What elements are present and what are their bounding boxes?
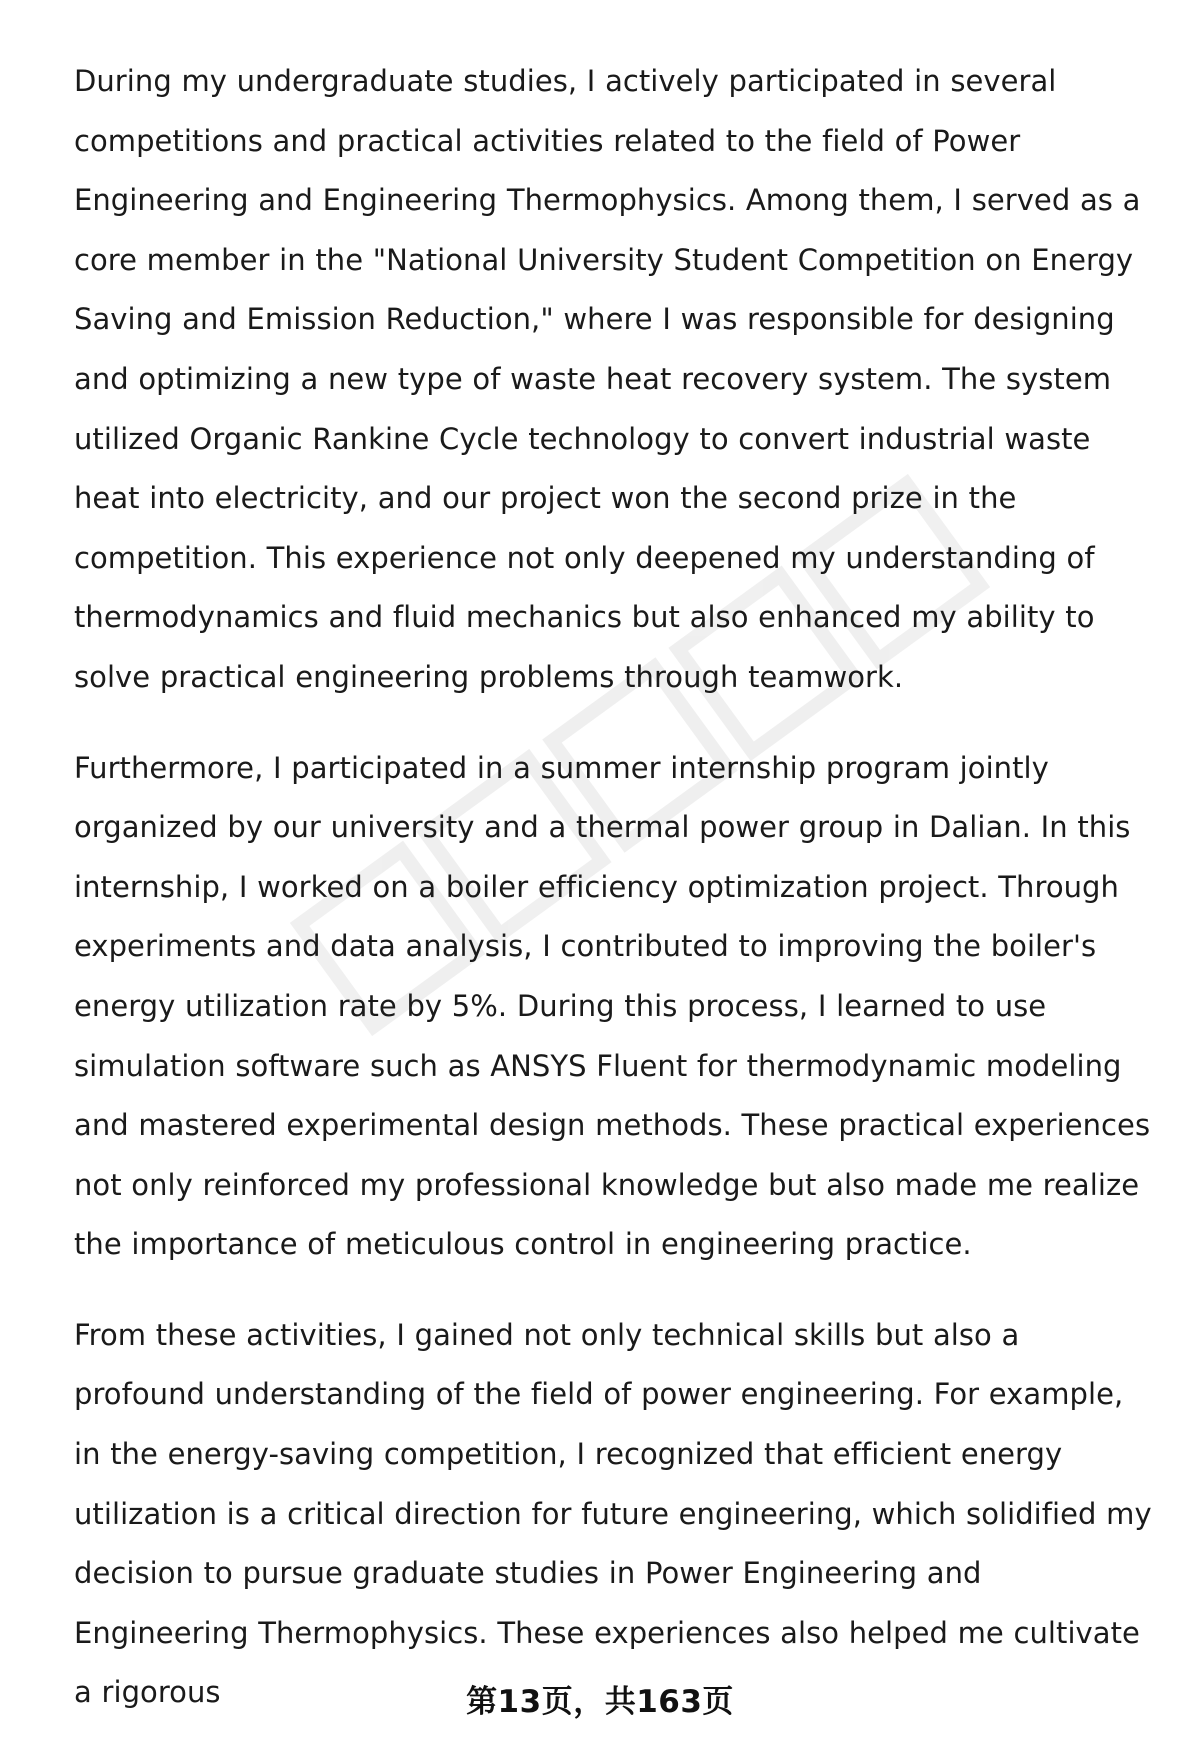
body-paragraph: From these activities, I gained not only technical skills but also a profound understanding of the field of power engineering. For example, in the energy-saving competition, I recognized that efficient energy utilization is a critical direction for future engineering, which solidified my decision to pursue graduate studies in Power Engineering and Engineering Thermophysics. These experiences also helped me cultivate a rigorous — [74, 1317, 1152, 1710]
page-number-footer: 第13页，共163页 — [466, 1684, 734, 1720]
body-paragraph: During my undergraduate studies, I actively participated in several competitions and practical activities related to the field of Power Engineering and Engineering Thermophysics. Among them, I served as a core member in the "National University Student Competition on Energy Saving and Emission Reduction," where I was responsible for designing and optimizing a new type of waste heat recovery system. The system utilized Organic Rankine Cycle technology to convert industrial waste heat into electricity, and our project won the second prize in the competition. This experience not only deepened my understanding of thermodynamics and fluid mechanics but also enhanced my ability to solve practical engineering problems through teamwork. — [74, 64, 1141, 694]
body-paragraph: Furthermore, I participated in a summer internship program jointly organized by our university and a thermal power group in Dalian. In this internship, I worked on a boiler efficiency optimization project. Through experiments and data analysis, I contributed to improving the boiler's energy utilization rate by 5%. During this process, I learned to use simulation software such as ANSYS Fluent for thermodynamic modeling and mastered experimental design methods. These practical experiences not only reinforced my professional knowledge but also made me realize the importance of meticulous control in engineering practice. — [74, 750, 1151, 1262]
document-body — [74, 52, 1154, 1754]
